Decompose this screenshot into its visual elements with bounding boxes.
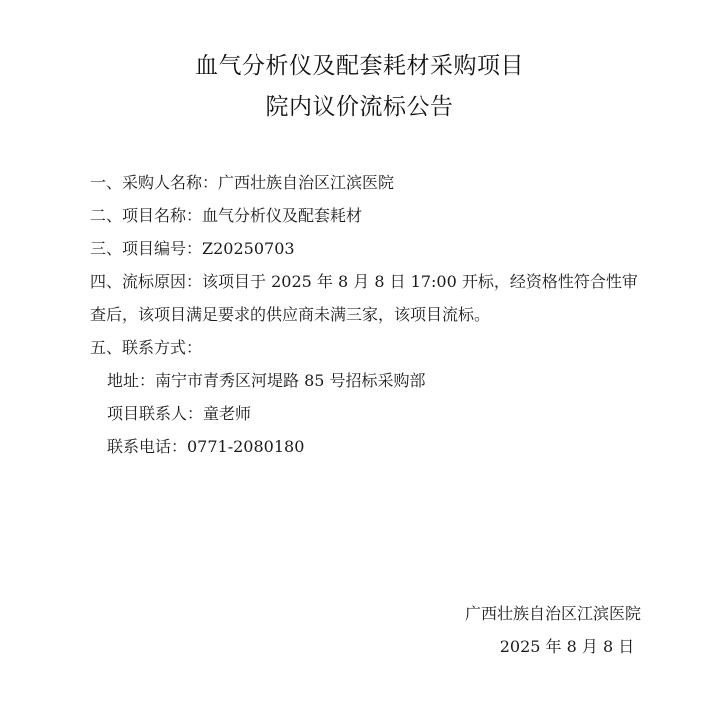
project-name-line: 二、项目名称：血气分析仪及配套耗材	[90, 206, 363, 225]
signature-organization: 广西壮族自治区江滨医院	[464, 604, 641, 623]
contact-heading: 五、联系方式：	[90, 338, 203, 357]
document-title: 血气分析仪及配套耗材采购项目	[195, 53, 524, 79]
announcement-body	[90, 166, 650, 463]
document-subtitle: 院内议价流标公告	[265, 94, 454, 120]
project-number-line: 三、项目编号：Z20250703	[90, 239, 295, 258]
address-line: 地址：南宁市青秀区河堤路 85 号招标采购部	[107, 371, 426, 390]
phone-line: 联系电话：0771-2080180	[107, 437, 305, 456]
failure-reason-paragraph: 四、流标原因：该项目于 2025 年 8 月 8 日 17:00 开标，经资格性符合性审查后，该项目满足要求的供应商未满三家，该项目流标。	[90, 272, 638, 324]
purchaser-line: 一、采购人名称：广西壮族自治区江滨医院	[90, 173, 395, 192]
contact-person-line: 项目联系人：童老师	[107, 404, 252, 423]
signature-block	[465, 597, 641, 663]
signature-date: 2025 年 8 月 8 日	[499, 637, 635, 656]
